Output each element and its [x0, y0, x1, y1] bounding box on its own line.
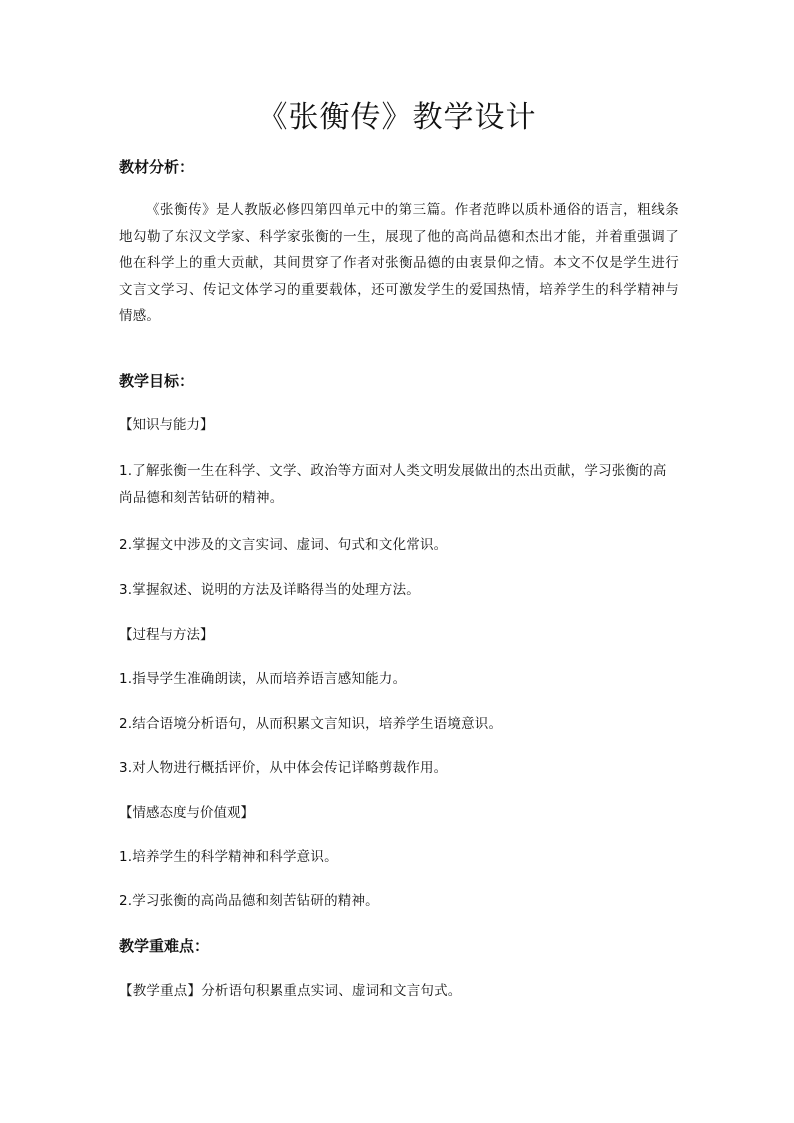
process-item-2: 2.结合语境分析语句，从而积累文言知识，培养学生语境意识。 — [119, 716, 503, 732]
emotion-item-1: 1.培养学生的科学精神和科学意识。 — [119, 849, 338, 865]
teaching-focus: 【教学重点】分析语句积累重点实词、虚词和文言句式。 — [119, 983, 462, 999]
goals-heading: 教学目标： — [119, 372, 195, 390]
emotion-item-2: 2.学习张衡的高尚品德和刻苦钻研的精神。 — [119, 893, 379, 909]
knowledge-item-1: 1.了解张衡一生在科学、文学、政治等方面对人类文明发展做出的杰出贡献，学习张衡的高尚品德和刻苦钻研的精神。 — [119, 463, 667, 506]
knowledge-item-2: 2.掌握文中涉及的文言实词、虚词、句式和文化常识。 — [119, 537, 448, 553]
analysis-paragraph: 《张衡传》是人教版必修四第四单元中的第三篇。作者范晔以质朴通俗的语言，粗线条地勾勒了东汉文学家、科学家张衡的一生，展现了他的高尚品德和杰出才能，并着重强调了他在科学上的重大贡献，其间贯穿了作者对张衡品德的由衷景仰之情。本文不仅是学生进行文言文学习、传记文体学习的重要载体，还可激发学生的爱国热情，培养学生的科学精神与情感。 — [119, 202, 679, 324]
process-item-3: 3.对人物进行概括评价，从中体会传记详略剪裁作用。 — [119, 760, 448, 776]
knowledge-ability-label: 【知识与能力】 — [119, 417, 214, 433]
knowledge-item-3: 3.掌握叙述、说明的方法及详略得当的处理方法。 — [119, 582, 420, 598]
process-item-1: 1.指导学生准确朗读，从而培养语言感知能力。 — [119, 671, 407, 687]
process-method-label: 【过程与方法】 — [119, 627, 214, 643]
keypoints-heading: 教学重难点： — [119, 937, 210, 955]
emotion-values-label: 【情感态度与价值观】 — [119, 805, 254, 821]
analysis-heading: 教材分析： — [119, 158, 195, 176]
document-title: 《张衡传》教学设计 — [257, 100, 537, 135]
